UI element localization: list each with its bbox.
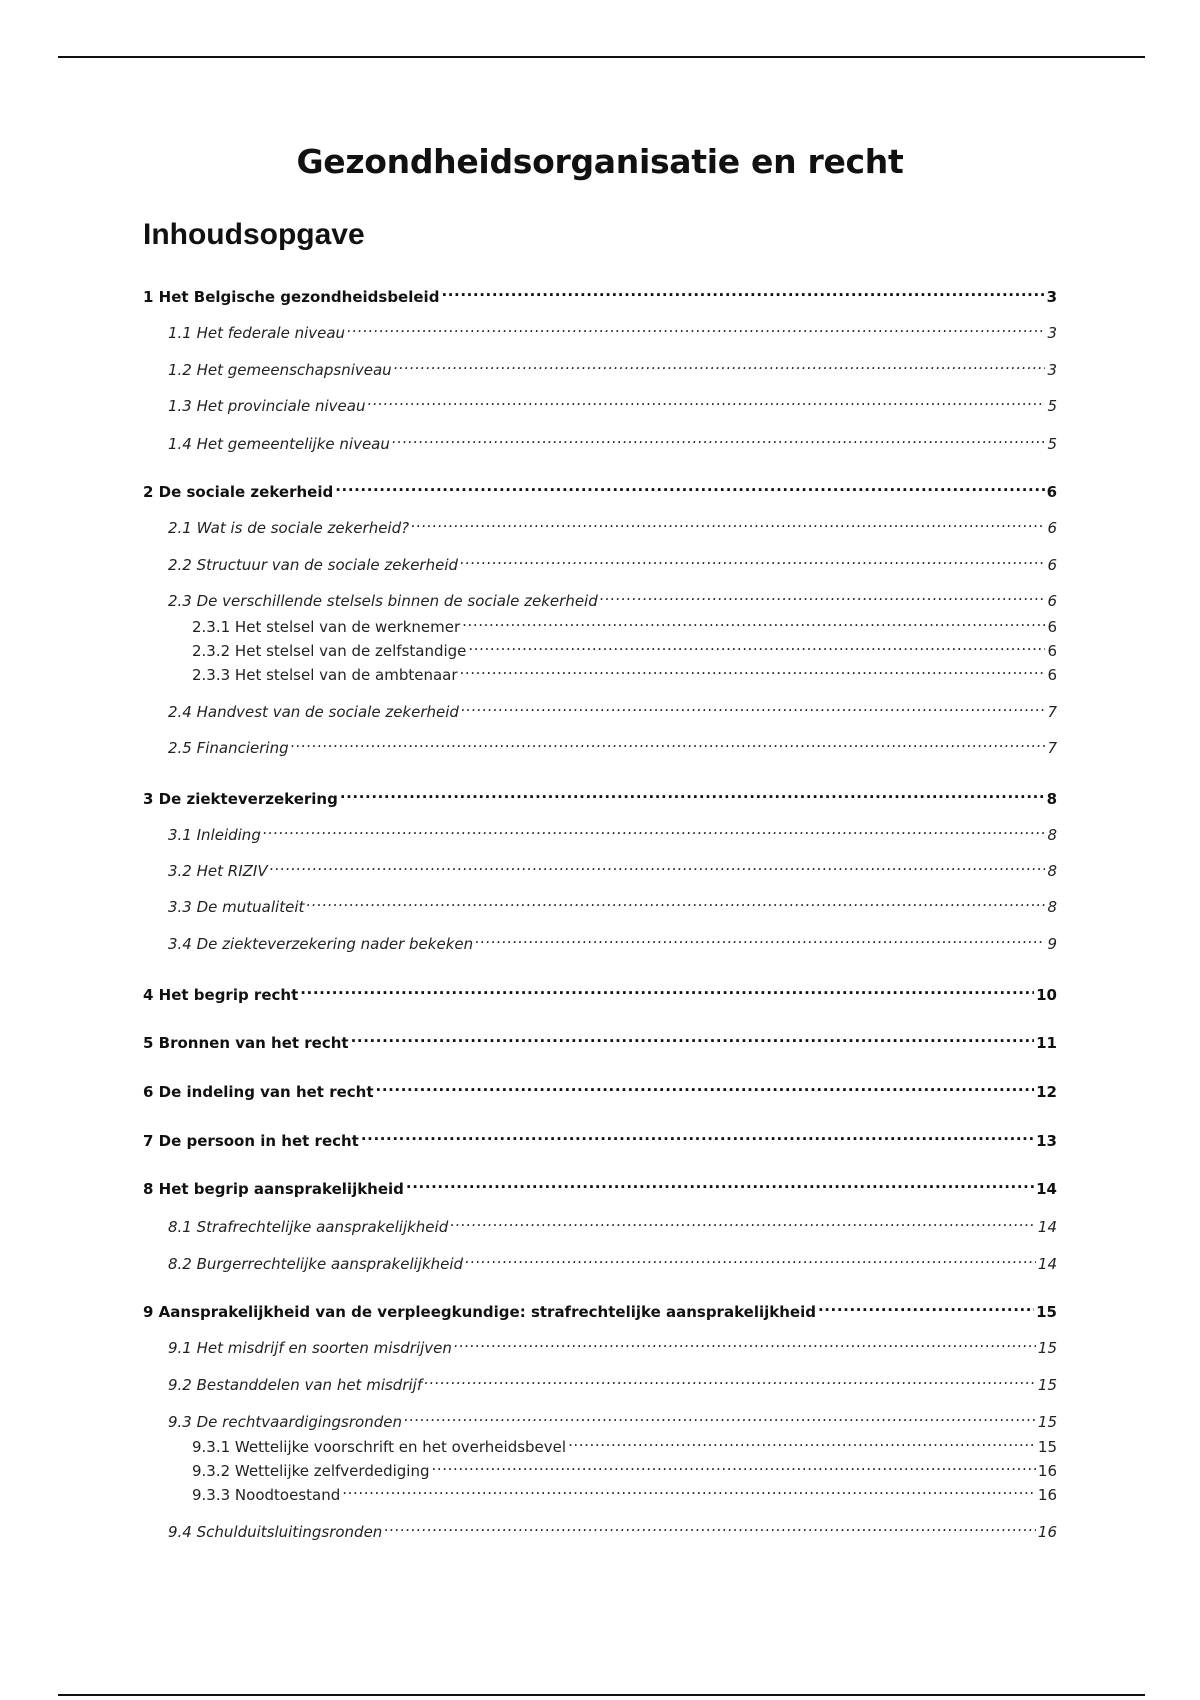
toc-page-number: 7 xyxy=(1047,739,1057,757)
toc-entry[interactable] xyxy=(168,1331,1057,1357)
toc-leader-dots xyxy=(306,890,1045,912)
toc-entry-label: 2.2 Structuur van de sociale zekerheid xyxy=(168,556,459,574)
toc-entry[interactable] xyxy=(192,1478,1057,1504)
toc-leader-dots xyxy=(818,1295,1034,1317)
toc-page-number: 8 xyxy=(1047,862,1057,880)
toc-page-number: 7 xyxy=(1047,703,1057,721)
toc-leader-dots xyxy=(465,1247,1036,1269)
toc-page-number: 16 xyxy=(1037,1462,1057,1480)
toc-entry[interactable] xyxy=(143,978,1057,1004)
toc-entry[interactable] xyxy=(168,1210,1057,1236)
toc-leader-dots xyxy=(361,1124,1034,1146)
toc-page-number: 6 xyxy=(1047,556,1057,574)
toc-page-number: 8 xyxy=(1047,898,1057,916)
toc-entry-label: 9 Aansprakelijkheid van de verpleegkundige: strafrechtelijke aansprakelijkheid xyxy=(143,1303,816,1321)
toc-page-number: 15 xyxy=(1037,1438,1057,1456)
toc-entry-label: 2.3.3 Het stelsel van de ambtenaar xyxy=(192,666,458,684)
toc-leader-dots xyxy=(454,1331,1036,1353)
toc-entry-label: 9.3.3 Noodtoestand xyxy=(192,1486,341,1504)
toc-entry-label: 2.3.1 Het stelsel van de werknemer xyxy=(192,618,461,636)
toc-entry-label: 3.2 Het RIZIV xyxy=(168,862,268,880)
toc-page-number: 6 xyxy=(1046,483,1057,501)
toc-leader-dots xyxy=(450,1210,1036,1232)
toc-page-number: 9 xyxy=(1047,935,1057,953)
toc-entry[interactable] xyxy=(143,1124,1057,1150)
toc-leader-dots xyxy=(347,316,1045,338)
toc-page-number: 15 xyxy=(1036,1303,1057,1321)
toc-leader-dots xyxy=(461,695,1046,717)
toc-entry-label: 9.2 Bestanddelen van het misdrijf xyxy=(168,1376,423,1394)
toc-leader-dots xyxy=(411,511,1045,533)
toc-leader-dots xyxy=(394,353,1046,375)
toc-page-number: 13 xyxy=(1036,1132,1057,1150)
toc-entry[interactable] xyxy=(168,854,1057,880)
toc-page-number: 6 xyxy=(1047,592,1057,610)
toc-entry-label: 5 Bronnen van het recht xyxy=(143,1034,349,1052)
toc-entry[interactable] xyxy=(192,658,1057,684)
toc-entry-label: 2 De sociale zekerheid xyxy=(143,483,334,501)
toc-page-number: 3 xyxy=(1047,361,1057,379)
toc-entry[interactable] xyxy=(168,1247,1057,1273)
toc-page-number: 6 xyxy=(1047,666,1057,684)
toc-entry[interactable] xyxy=(168,548,1057,574)
toc-leader-dots xyxy=(406,1172,1034,1194)
toc-leader-dots xyxy=(291,731,1046,753)
toc-entry-label: 8.2 Burgerrechtelijke aansprakelijkheid xyxy=(168,1255,464,1273)
toc-page-number: 16 xyxy=(1037,1523,1057,1541)
toc-page-number: 16 xyxy=(1037,1486,1057,1504)
toc-leader-dots xyxy=(340,782,1045,804)
toc-page-number: 3 xyxy=(1047,324,1057,342)
toc-page-number: 5 xyxy=(1047,397,1057,415)
toc-leader-dots xyxy=(468,634,1045,656)
toc-entry[interactable] xyxy=(168,1515,1057,1541)
toc-page-number: 14 xyxy=(1037,1255,1057,1273)
toc-leader-dots xyxy=(441,280,1044,302)
toc-page-number: 6 xyxy=(1047,618,1057,636)
toc-leader-dots xyxy=(460,548,1045,570)
toc-entry-label: 2.4 Handvest van de sociale zekerheid xyxy=(168,703,459,721)
toc-leader-dots xyxy=(376,1075,1035,1097)
toc-entry[interactable] xyxy=(143,1295,1057,1321)
toc-entry[interactable] xyxy=(192,634,1057,660)
toc-entry-label: 1.2 Het gemeenschapsniveau xyxy=(168,361,392,379)
toc-entry[interactable] xyxy=(192,1454,1057,1480)
toc-entry[interactable] xyxy=(168,353,1057,379)
toc-entry-label: 9.4 Schulduitsluitingsronden xyxy=(168,1523,383,1541)
toc-leader-dots xyxy=(342,1478,1036,1500)
toc-entry-label: 7 De persoon in het recht xyxy=(143,1132,359,1150)
toc-page-number: 14 xyxy=(1037,1218,1057,1236)
toc-entry[interactable] xyxy=(143,1026,1057,1052)
toc-leader-dots xyxy=(600,584,1046,606)
toc-entry[interactable] xyxy=(168,1405,1057,1431)
toc-page-number: 3 xyxy=(1046,288,1057,306)
toc-entry[interactable] xyxy=(168,511,1057,537)
toc-entry-label: 2.5 Financiering xyxy=(168,739,289,757)
toc-entry[interactable] xyxy=(192,1430,1057,1456)
toc-leader-dots xyxy=(568,1430,1036,1452)
toc-page-number: 11 xyxy=(1036,1034,1057,1052)
toc-entry-label: 4 Het begrip recht xyxy=(143,986,299,1004)
toc-leader-dots xyxy=(351,1026,1035,1048)
toc-entry-label: 9.3 De rechtvaardigingsronden xyxy=(168,1413,402,1431)
toc-entry-label: 3.4 De ziekteverzekering nader bekeken xyxy=(168,935,474,953)
toc-entry[interactable] xyxy=(168,890,1057,916)
toc-heading: Inhoudsopgave xyxy=(143,218,365,251)
toc-leader-dots xyxy=(475,927,1045,949)
toc-entry-label: 3.3 De mutualiteit xyxy=(168,898,305,916)
toc-page-number: 14 xyxy=(1036,1180,1057,1198)
toc-entry-label: 2.3 De verschillende stelsels binnen de sociale zekerheid xyxy=(168,592,598,610)
toc-entry[interactable] xyxy=(143,280,1057,306)
toc-entry[interactable] xyxy=(168,695,1057,721)
toc-leader-dots xyxy=(460,658,1046,680)
toc-leader-dots xyxy=(431,1454,1035,1476)
toc-leader-dots xyxy=(404,1405,1036,1427)
toc-entry[interactable] xyxy=(168,818,1057,844)
toc-entry[interactable] xyxy=(192,610,1057,636)
toc-entry-label: 3.1 Inleiding xyxy=(168,826,261,844)
toc-page-number: 12 xyxy=(1036,1083,1057,1101)
toc-leader-dots xyxy=(462,610,1045,632)
toc-leader-dots xyxy=(392,427,1046,449)
toc-entry[interactable] xyxy=(143,1172,1057,1198)
toc-page-number: 5 xyxy=(1047,435,1057,453)
toc-entry-label: 9.3.1 Wettelijke voorschrift en het overheidsbevel xyxy=(192,1438,567,1456)
toc-entry[interactable] xyxy=(168,731,1057,757)
toc-page-number: 8 xyxy=(1047,826,1057,844)
toc-page-number: 15 xyxy=(1037,1376,1057,1394)
toc-page-number: 8 xyxy=(1046,790,1057,808)
toc-leader-dots xyxy=(270,854,1046,876)
toc-entry[interactable] xyxy=(168,584,1057,610)
toc-entry-label: 1.3 Het provinciale niveau xyxy=(168,397,366,415)
toc-leader-dots xyxy=(384,1515,1036,1537)
toc-leader-dots xyxy=(424,1368,1036,1390)
header-rule xyxy=(58,56,1145,58)
toc-leader-dots xyxy=(263,818,1046,840)
toc-entry-label: 9.1 Het misdrijf en soorten misdrijven xyxy=(168,1339,452,1357)
toc-entry-label: 2.3.2 Het stelsel van de zelfstandige xyxy=(192,642,467,660)
toc-entry[interactable] xyxy=(168,1368,1057,1394)
toc-entry[interactable] xyxy=(143,1075,1057,1101)
toc-entry[interactable] xyxy=(168,927,1057,953)
toc-entry-label: 1.4 Het gemeentelijke niveau xyxy=(168,435,390,453)
toc-page-number: 15 xyxy=(1037,1339,1057,1357)
footer-rule xyxy=(58,1694,1145,1696)
toc-entry-label: 8 Het begrip aansprakelijkheid xyxy=(143,1180,404,1198)
toc-leader-dots xyxy=(300,978,1034,1000)
toc-entry-label: 2.1 Wat is de sociale zekerheid? xyxy=(168,519,410,537)
toc-page-number: 15 xyxy=(1037,1413,1057,1431)
toc-entry-label: 1.1 Het federale niveau xyxy=(168,324,346,342)
toc-page-number: 6 xyxy=(1047,519,1057,537)
toc-entry[interactable] xyxy=(143,782,1057,808)
toc-entry[interactable] xyxy=(168,316,1057,342)
toc-entry[interactable] xyxy=(168,427,1057,453)
document-title: Gezondheidsorganisatie en recht xyxy=(296,142,904,181)
toc-entry-label: 8.1 Strafrechtelijke aansprakelijkheid xyxy=(168,1218,449,1236)
toc-leader-dots xyxy=(335,475,1044,497)
toc-entry[interactable] xyxy=(168,389,1057,415)
toc-page-number: 6 xyxy=(1047,642,1057,660)
toc-leader-dots xyxy=(367,389,1045,411)
toc-entry-label: 9.3.2 Wettelijke zelfverdediging xyxy=(192,1462,430,1480)
toc-entry[interactable] xyxy=(143,475,1057,501)
toc-page-number: 10 xyxy=(1036,986,1057,1004)
toc-entry-label: 1 Het Belgische gezondheidsbeleid xyxy=(143,288,440,306)
toc-entry-label: 3 De ziekteverzekering xyxy=(143,790,338,808)
toc-entry-label: 6 De indeling van het recht xyxy=(143,1083,374,1101)
